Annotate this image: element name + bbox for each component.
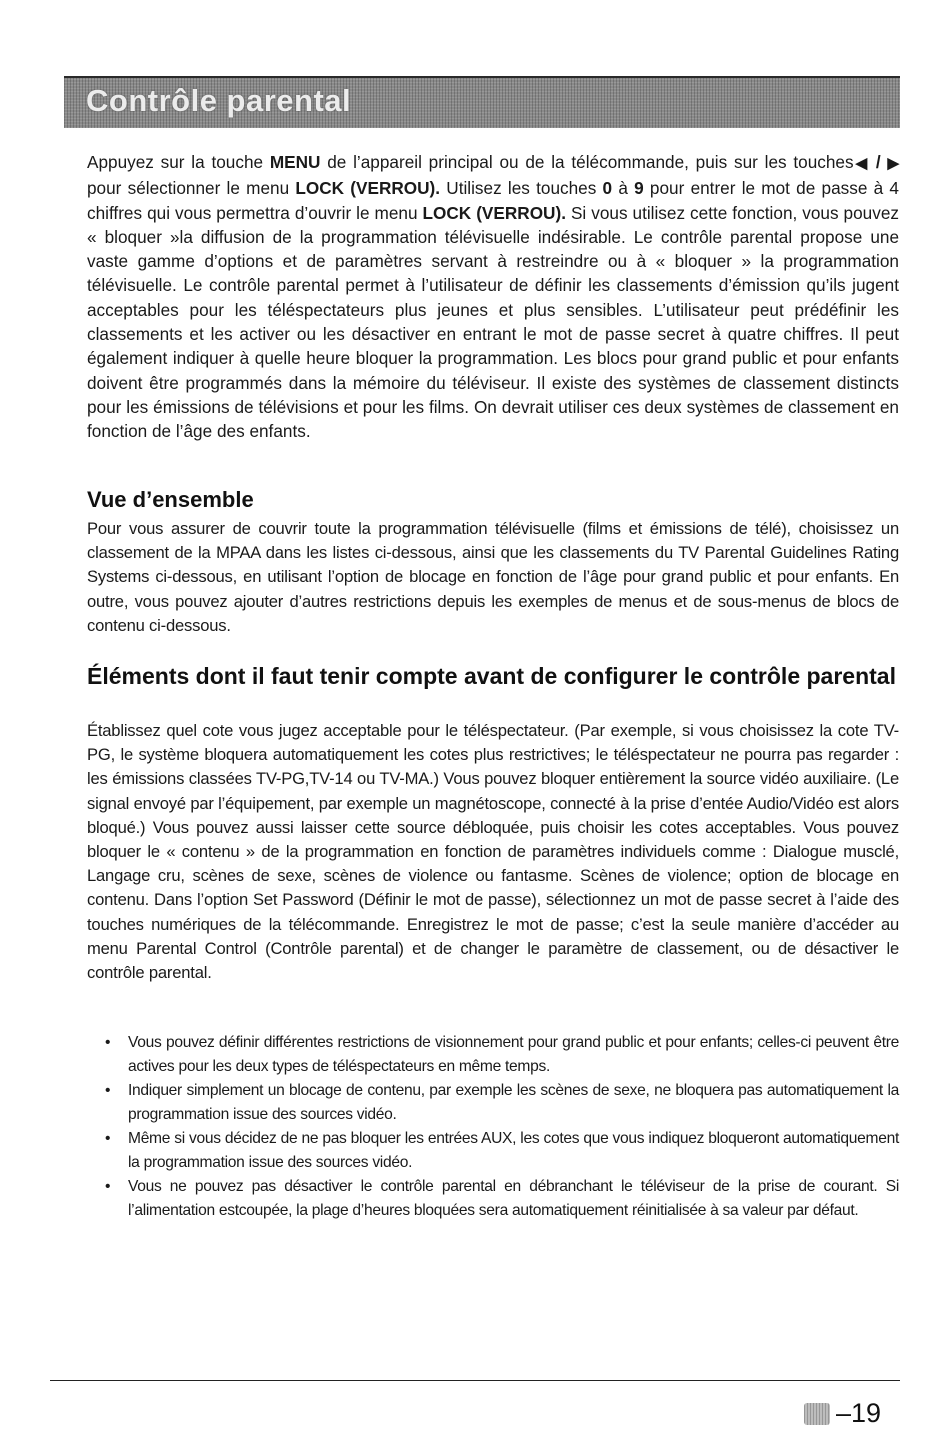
intro-text-2: de l’appareil principal ou de la télécommande, puis sur les touches (320, 152, 854, 172)
notes-list (105, 1031, 899, 1223)
footer-divider (50, 1380, 900, 1381)
considerations-paragraph: Établissez quel cote vous jugez acceptable pour le téléspectateur. (Par exemple, si vous choisissez la cote TV- PG, le système bloquera automatiquement les cotes plus restrictives; le téléspectateur ne pourra pas regarder : les émissions classées TV-PG,TV-14 ou TV-MA.) Vous pouvez bloquer entièrement la source vidéo auxiliaire. (Le signal envoyé par l’équipement, par exemple un magnétoscope, connecté à la prise d’entée Audio/Vidéo est alors bloqué.) Vous pouvez aussi laisser cette source débloquée, puis choisir les cotes acceptables. Vous pouvez bloquer le « contenu » de la programmation en fonction de paramètres individuels comme : Dialogue musclé, Langage cru, scènes de sexe, scènes de violence ou fantasme. Scènes de violence; option de blocage en contenu. Dans l’option Set Password (Définir le mot de passe), sélectionnez un mot de passe secret à l’aide des touches numériques de la télécommande. Enregistrez le mot de passe; c’est la seule manière d’accéder au menu Parental Control (Contrôle parental) et de changer le paramètre de classement, ou de désactiver le contrôle parental. (87, 721, 899, 983)
key-0-label: 0 (602, 178, 613, 199)
overview-heading: Vue d’ensemble (87, 487, 254, 512)
list-item-text: Vous pouvez définir différentes restrictions de visionnement pour grand public et pour enfants; celles-ci peuvent être actives pour les deux types de téléspectateurs en même temps. (128, 1034, 899, 1075)
arrow-separator: / (869, 152, 888, 172)
lock-menu-label-2: LOCK (VERROU). (422, 202, 566, 223)
list-item-text: Indiquer simplement un blocage de contenu, par exemple les scènes de sexe, ne bloquera pas automatiquement la programmation issue des sources vidéo. (128, 1082, 899, 1123)
intro-text-6: pour entrer le mot de passe à 4 chiffres qui vous permettra d’ouvrir le menu (87, 178, 899, 223)
menu-key-label: MENU (269, 152, 321, 172)
intro-text-7: Si vous utilisez cette fonction, vous pouvez « bloquer »la diffusion de la programmation télévisuelle indésirable. Le contrôle parental propose une vaste gamme d’options et de paramètres servant à restreindre ou à « bloquer » la programmation télévisuelle. Le contrôle parental permet à l’utilisateur de définir les classements d’émission qu’ils jugent acceptables pour les téléspectateurs plus jeunes et plus sensibles. L’utilisateur peut prédéfinir les classements et les activer ou les désactiver en entrant le mot de passe secret à quatre chiffres. Il peut également indiquer à quelle heure bloquer la programmation. Les blocs pour grand public et pour enfants doivent être programmés dans la mémoire du téléviseur. Il existe des systèmes de classement distincts pour les émissions de télévisions et pour les films. On devrait utiliser ces deux systèmes de classement en fonction de l’âge des enfants. (87, 202, 899, 442)
arrow-left-icon: ◀ (853, 155, 870, 172)
bullet-icon: • (105, 1034, 111, 1051)
intro-paragraph (87, 150, 899, 444)
list-item (105, 1031, 899, 1079)
overview-paragraph: Pour vous assurer de couvrir toute la programmation télévisuelle (films et émissions de télé), choisissez un classement de la MPAA dans les listes ci-dessous, ainsi que les classements du TV Parental Guidelines Rating Systems ci-dessous, en utilisant l’option de blocage en fonction de l’âge pour grand public et pour enfants. En outre, vous pouvez ajouter d’autres restrictions depuis les exemples de menus et de sous-menus de blocs de contenu ci-dessous. (87, 519, 899, 635)
page-number: –19 (836, 1398, 882, 1428)
section-banner (64, 76, 900, 128)
key-9-label: 9 (634, 178, 644, 199)
intro-text-3: pour sélectionner le menu (87, 178, 296, 199)
page-title: Contrôle parental (86, 83, 352, 118)
list-item (105, 1127, 899, 1175)
lock-menu-label-1: LOCK (VERROU). (295, 178, 441, 199)
intro-text-5: à (612, 178, 635, 199)
list-item (105, 1079, 899, 1127)
bullet-icon: • (105, 1082, 111, 1099)
arrow-right-icon: ▶ (887, 155, 899, 172)
bullet-icon: • (105, 1178, 111, 1195)
language-logo-icon (804, 1403, 830, 1425)
list-item-text: Même si vous décidez de ne pas bloquer les entrées AUX, les cotes que vous indiquez bloqueront automatiquement la programmation issue des sources vidéo. (128, 1130, 899, 1171)
list-item-text: Vous ne pouvez pas désactiver le contrôle parental en débranchant le téléviseur de la prise de courant. Si l’alimentation estcoupée, la plage d’heures bloquées sera automatiquement réinitialisée à sa valeur par défaut. (128, 1178, 899, 1219)
bullet-icon: • (105, 1130, 111, 1147)
list-item (105, 1175, 899, 1223)
intro-text-1: Appuyez sur la touche (87, 152, 270, 172)
intro-text-4: Utilisez les touches (440, 178, 603, 199)
considerations-heading: Éléments dont il faut tenir compte avant de configurer le contrôle parental (87, 663, 896, 689)
